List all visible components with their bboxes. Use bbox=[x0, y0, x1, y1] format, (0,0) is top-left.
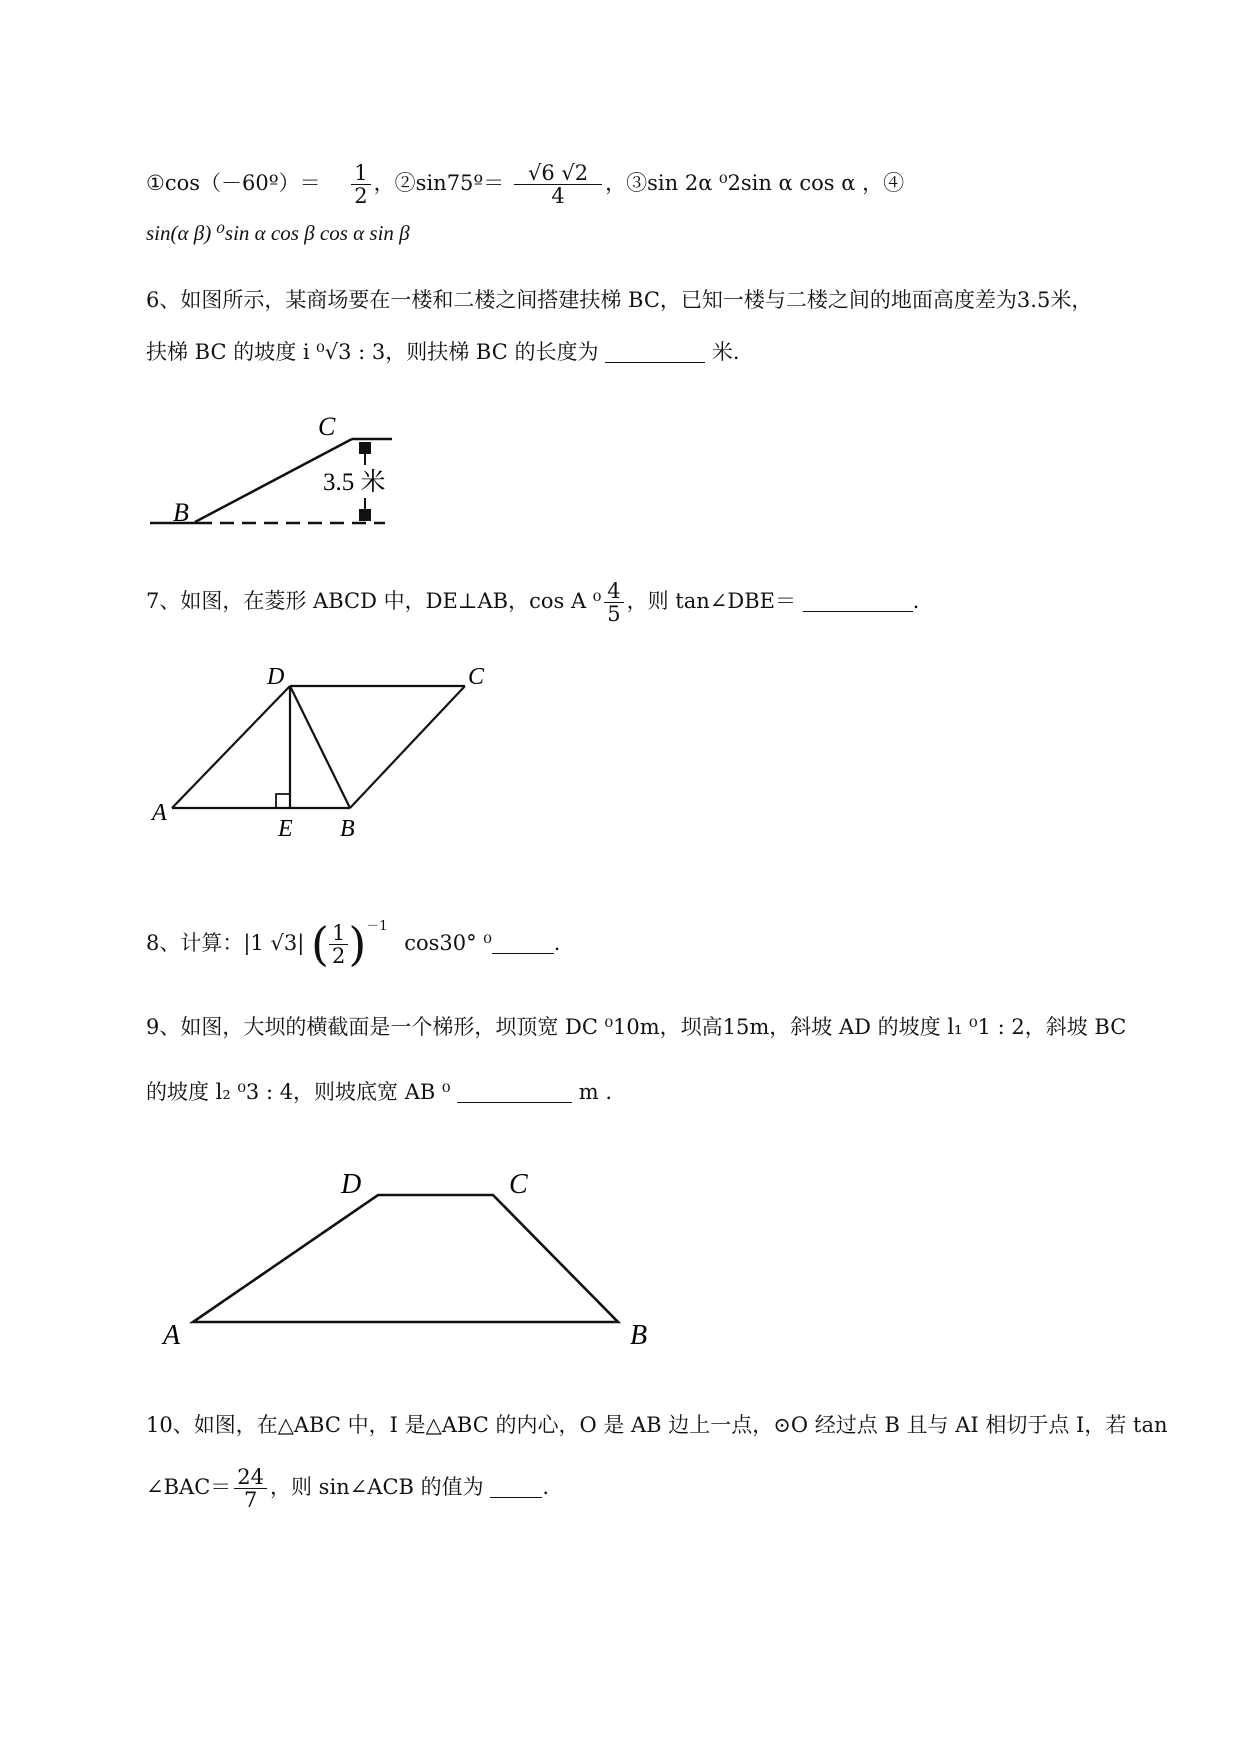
q9-line1: 9、如图，大坝的横截面是一个梯形，坝顶宽 DC ⁰10m，坝高15m，斜坡 AD 的坡度 l₁ ⁰1 : 2，斜坡 BC bbox=[146, 1015, 1127, 1039]
q9-label-d: D bbox=[341, 1169, 362, 1200]
q10-tan-fraction: $\frac{24}{7}$ bbox=[234, 1466, 267, 1511]
q7-label-d: D bbox=[267, 664, 285, 690]
q5-item4: sin(α β) ⁰sin α cos β cos α sin β bbox=[146, 221, 410, 245]
q8-answer-blank[interactable] bbox=[492, 933, 554, 954]
q9-answer-blank[interactable] bbox=[457, 1082, 572, 1103]
q5-item2-fraction: $\frac{√6 √2}{4}$ bbox=[514, 162, 602, 207]
q5-item3: ，③sin 2α ⁰2sin α cos α ，④ bbox=[605, 171, 905, 195]
q5-item1: ①cos（－60º）＝ bbox=[146, 171, 321, 195]
q6-label-b: B bbox=[173, 498, 189, 527]
q7-label-e: E bbox=[278, 816, 293, 840]
q5-item1-fraction: $\frac{1}{2}$ bbox=[351, 162, 370, 207]
q8-left-paren: ( bbox=[310, 917, 329, 971]
q9-dam-figure bbox=[155, 1165, 675, 1355]
q10-line1: 10、如图，在△ABC 中，I 是△ABC 的内心，O 是 AB 边上一点，⊙O 经过点 B 且与 AI 相切于点 I，若 tan bbox=[146, 1413, 1168, 1437]
q7-label-b: B bbox=[340, 816, 355, 840]
q6-line2: 扶梯 BC 的坡度 i ⁰√3 : 3，则扶梯 BC 的长度为 米. bbox=[146, 340, 740, 364]
q6-line1: 6、如图所示，某商场要在一楼和二楼之间搭建扶梯 BC，已知一楼与二楼之间的地面高度差为3.5米， bbox=[146, 288, 1093, 312]
q9-label-c: C bbox=[509, 1169, 528, 1200]
q6-answer-blank[interactable] bbox=[605, 342, 705, 363]
q10-answer-blank[interactable] bbox=[490, 1477, 542, 1498]
q5-line1 bbox=[146, 162, 904, 207]
q5-item2: ，②sin75º＝ bbox=[373, 171, 505, 195]
q5-line2 bbox=[146, 218, 410, 248]
q7-label-a: A bbox=[152, 800, 167, 826]
q6-escalator-figure bbox=[140, 405, 410, 535]
q8-line: 8、计算：|1 √3| ( $\frac{1}{2}$ )$^{-1}$ cos30° ⁰ . bbox=[146, 917, 561, 971]
q6-height-label: 3.5 米 bbox=[323, 469, 386, 496]
q7-line: 7、如图，在菱形 ABCD 中，DE⊥AB，cos A ⁰ $\frac{4}{5}$ ，则 tan∠DBE＝ . bbox=[146, 579, 920, 626]
q10-line2: ∠BAC＝ $\frac{24}{7}$ ，则 sin∠ACB 的值为 . bbox=[146, 1465, 550, 1512]
q8-right-paren: ) bbox=[348, 917, 367, 971]
q7-answer-blank[interactable] bbox=[803, 591, 913, 612]
q7-rhombus-figure bbox=[140, 660, 500, 840]
q8-fraction: $\frac{1}{2}$ bbox=[329, 922, 348, 967]
q9-label-a: A bbox=[163, 1320, 181, 1351]
q7-label-c: C bbox=[468, 664, 485, 690]
q9-line2: 的坡度 l₂ ⁰3 : 4，则坡底宽 AB ⁰ m . bbox=[146, 1080, 613, 1104]
q7-cos-fraction: $\frac{4}{5}$ bbox=[604, 580, 623, 625]
q9-label-b: B bbox=[630, 1320, 648, 1351]
q6-label-c: C bbox=[318, 412, 336, 441]
